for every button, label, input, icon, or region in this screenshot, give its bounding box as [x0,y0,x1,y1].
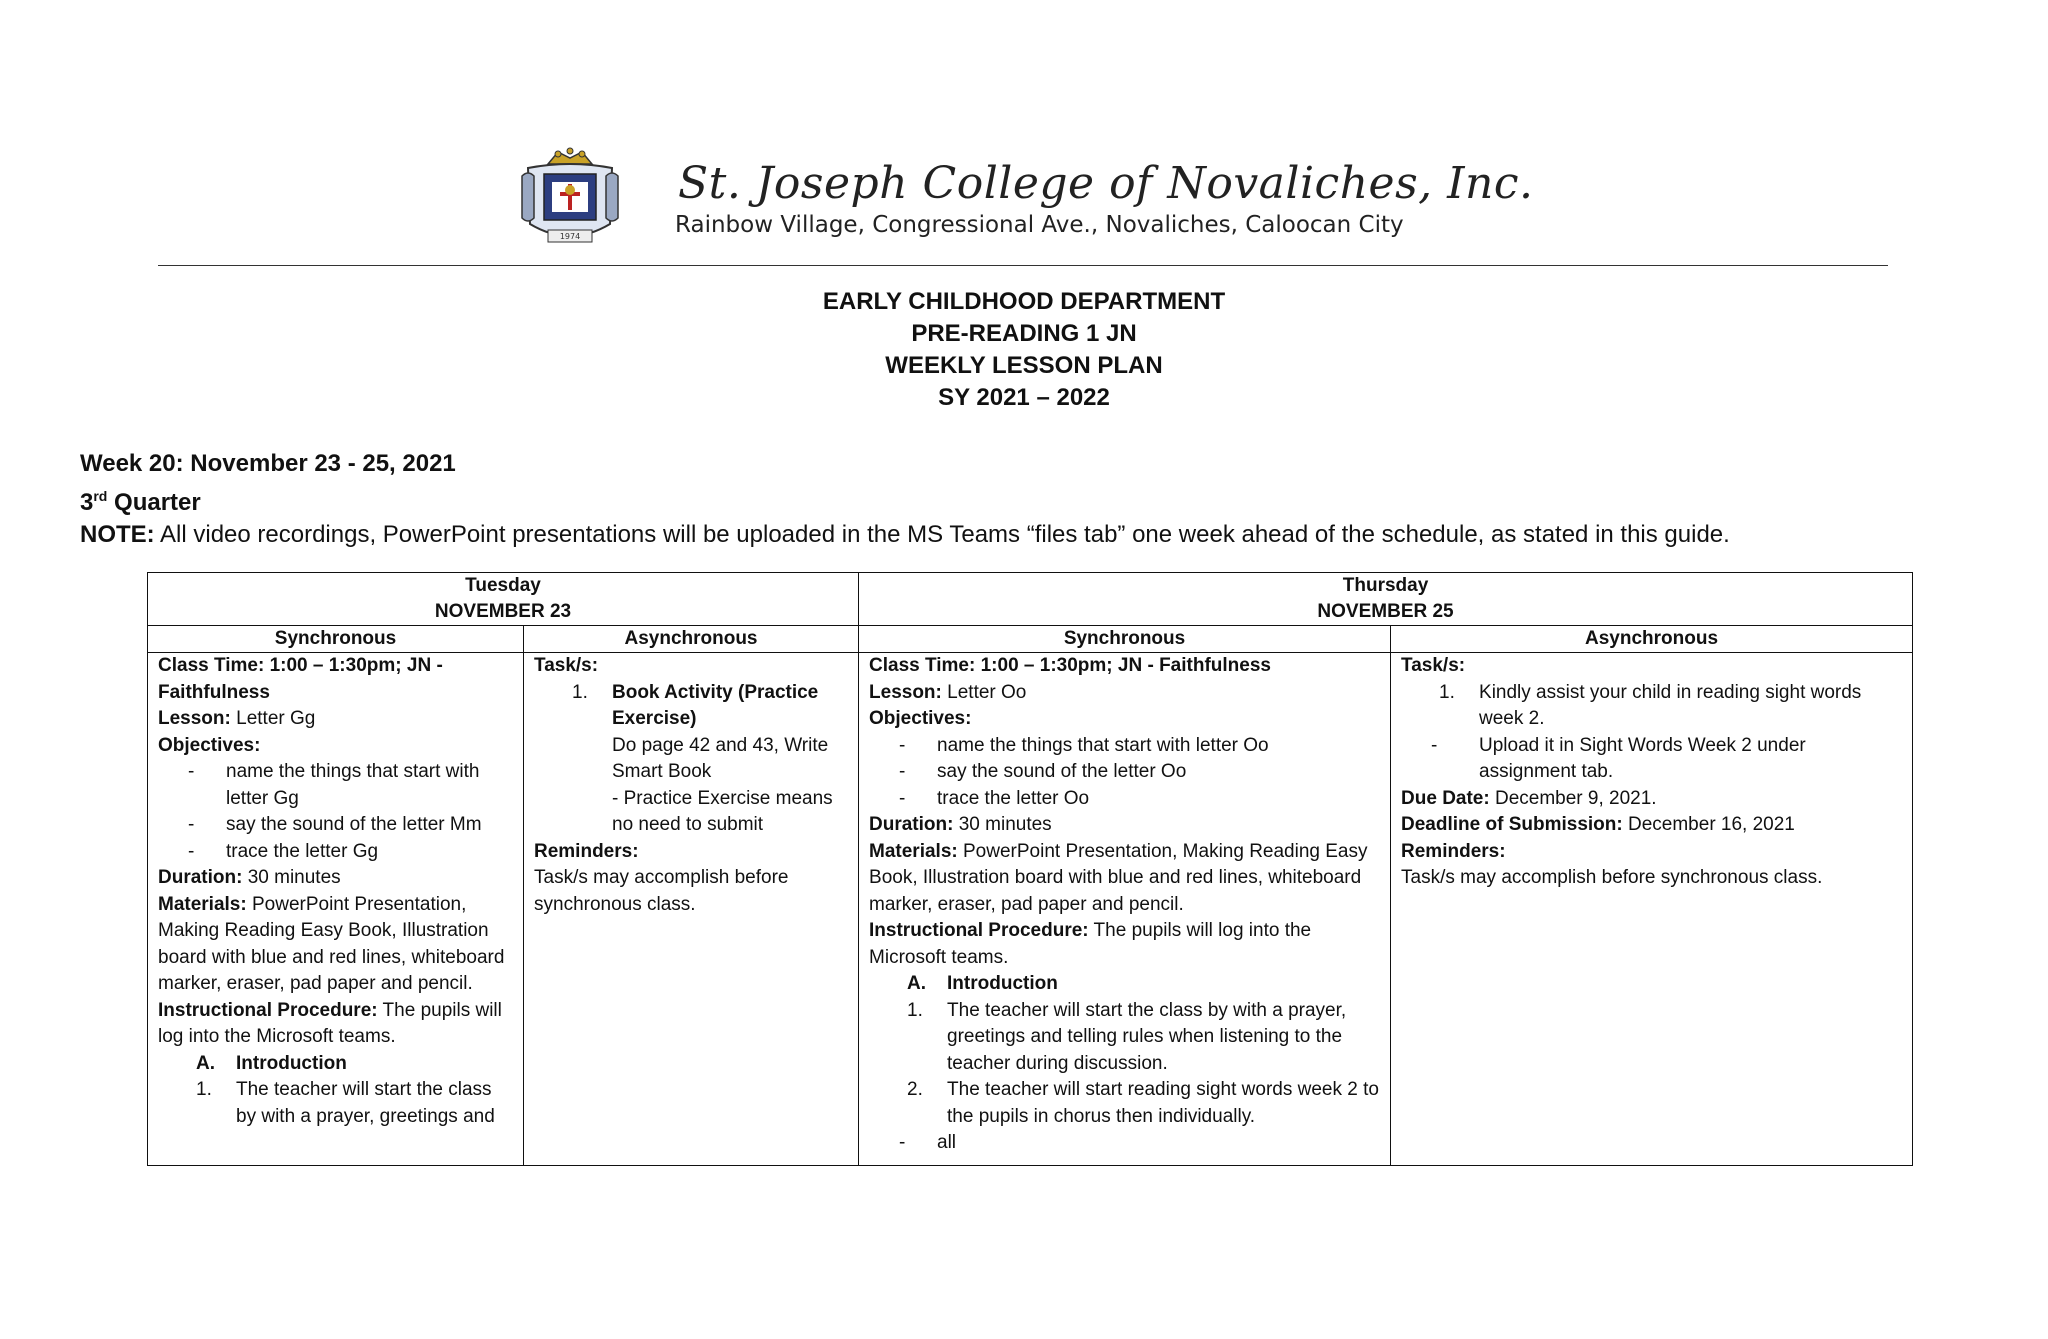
deadline-value: December 16, 2021 [1622,814,1795,835]
plan-meta [80,448,1730,551]
materials-label: Materials: [158,893,247,915]
list-item [196,1077,513,1130]
section-heading [158,1051,513,1078]
list-item: - Upload it in Sight Words Week 2 under assignment tab. [1469,733,1902,786]
task-title: Book Activity (Practice Exercise) [612,681,819,729]
note [80,519,1730,551]
quarter-number: 3 [80,489,94,516]
task-number: 1. [1439,681,1455,703]
tuesday-header [148,573,859,626]
header-divider [158,265,1888,266]
due-date-label: Due Date: [1401,787,1490,809]
materials-label: Materials: [869,840,958,862]
list-item: - name the things that start with letter Gg [226,759,513,812]
procedure-label: Instructional Procedure: [158,999,378,1021]
list-item: - trace the letter Gg [226,839,513,866]
task-detail: Do page 42 and 43, Write Smart Book [612,734,829,782]
quarter-suffix: rd [93,488,108,504]
list-item: - say the sound of the letter Mm [226,812,513,839]
section-title: Introduction [947,973,1058,994]
step-number: 2. [907,1079,923,1100]
tasks-list [1401,680,1902,733]
reminders-text: Task/s may accomplish before synchronous class. [1401,867,1823,888]
deadline-label: Deadline of Submission: [1401,814,1623,835]
thursday-day: Thursday [1342,575,1429,596]
list-item: - name the things that start with letter Oo [937,733,1380,760]
objectives-label: Objectives: [869,708,972,729]
reminders-label: Reminders: [1401,840,1506,862]
thursday-sync-header: Synchronous [859,626,1391,653]
lesson-line [158,706,513,733]
section-title: Introduction [236,1052,347,1074]
materials-value: PowerPoint Presentation, Making Reading Easy Book, Illustration board with blue and red lines, whiteboard marker, eraser, pad paper and pencil. [869,840,1368,915]
objectives-list [869,733,1380,813]
tuesday-day: Tuesday [465,575,541,596]
duration-line [158,865,513,892]
step-text: The teacher will start reading sight words week 2 to the pupils in chorus then individually. [947,1079,1379,1127]
list-item [907,1077,1380,1130]
tasks-label: Task/s: [534,655,599,676]
tuesday-sync-header: Synchronous [148,626,524,653]
tuesday-date: NOVEMBER 23 [434,601,572,622]
school-address: Rainbow Village, Congressional Ave., Novaliches, Caloocan City [675,212,1404,238]
tuesday-async-header: Asynchronous [524,626,859,653]
procedure-line [158,998,513,1051]
step-text: The teacher will start the class by with a prayer, greetings and telling rules when listening to the teacher during discussion. [947,999,1347,1074]
thursday-sync-cell [859,653,1391,1166]
task-number: 1. [572,681,588,703]
list-item: - all [937,1130,1380,1157]
task-subitems [1401,733,1902,786]
procedure-line [869,918,1380,971]
thursday-header [859,573,1913,626]
quarter-label [80,480,1730,519]
department-title: EARLY CHILDHOOD DEPARTMENT [822,288,1226,315]
class-time: Class Time: 1:00 – 1:30pm; JN - Faithfulness [158,655,443,703]
lesson-line [869,680,1380,707]
procedure-label: Instructional Procedure: [869,920,1089,941]
step-number: 1. [196,1079,212,1100]
school-name: St. Joseph College of Novaliches, Inc. [678,158,1534,209]
duration-label: Duration: [158,867,243,888]
tasks-label: Task/s: [1401,655,1466,676]
list-item [572,680,848,839]
materials-value: PowerPoint Presentation, Making Reading Easy Book, Illustration board with blue and red lines, whiteboard marker, eraser, pad paper and pencil. [158,893,505,994]
subject-title: PRE-READING 1 JN [911,320,1137,347]
materials-line [158,892,513,998]
plan-title: WEEKLY LESSON PLAN [885,352,1163,379]
lesson-label: Lesson: [158,708,231,729]
procedure-value: The pupils will log into the Microsoft teams. [158,999,502,1047]
task-text: Kindly assist your child in reading sight words week 2. [1479,681,1862,729]
quarter-text: Quarter [107,489,201,516]
section-letter: A. [196,1052,215,1074]
thursday-async-header: Asynchronous [1391,626,1913,653]
week-label: Week 20: November 23 - 25, 2021 [80,450,456,477]
section-letter: A. [907,973,927,994]
lesson-value: Letter Gg [230,708,316,729]
section-heading [869,971,1380,998]
steps-list [158,1077,513,1130]
lesson-value: Letter Oo [941,681,1027,703]
objectives-label: Objectives: [158,734,261,756]
step-text: The teacher will start the class by with a prayer, greetings and [236,1079,495,1127]
list-item [907,998,1380,1078]
steps-list [869,998,1380,1131]
note-text: All video recordings, PowerPoint presentations will be uploaded in the MS Teams “files tab” one week ahead of the schedule, as stated in this guide. [154,521,1730,548]
lesson-label: Lesson: [869,681,942,703]
document-titles [0,286,2048,414]
materials-line [869,839,1380,919]
procedure-value: The pupils will log into the Microsoft teams. [869,920,1312,968]
letterhead [0,140,2048,260]
tuesday-async-cell [524,653,859,1166]
list-item: - trace the letter Oo [937,786,1380,813]
duration-value: 30 minutes [242,867,341,888]
objectives-list [158,759,513,865]
list-item: - say the sound of the letter Oo [937,759,1380,786]
step-number: 1. [907,999,923,1021]
thursday-date: NOVEMBER 25 [1317,601,1454,622]
note-label: NOTE: [80,521,155,548]
duration-label: Duration: [869,814,954,835]
task-note: - Practice Exercise means no need to submit [612,787,833,835]
tuesday-sync-cell [148,653,524,1166]
school-year-title: SY 2021 – 2022 [938,384,1110,411]
reminders-label: Reminders: [534,840,639,862]
list-item [1439,680,1902,733]
class-time: Class Time: 1:00 – 1:30pm; JN - Faithfulness [869,655,1271,676]
duration-value: 30 minutes [953,814,1052,835]
thursday-async-cell [1391,653,1913,1166]
lesson-plan-table [147,572,1913,1166]
deadline-line [1401,812,1902,839]
duration-line [869,812,1380,839]
due-date-value: December 9, 2021. [1489,787,1657,809]
trailing-list [869,1130,1380,1157]
tasks-list [534,680,848,839]
due-date-line [1401,786,1902,813]
seal-caption: 1974 [559,232,581,241]
reminders-text: Task/s may accomplish before synchronous class. [534,867,789,915]
school-seal-icon [518,146,622,250]
